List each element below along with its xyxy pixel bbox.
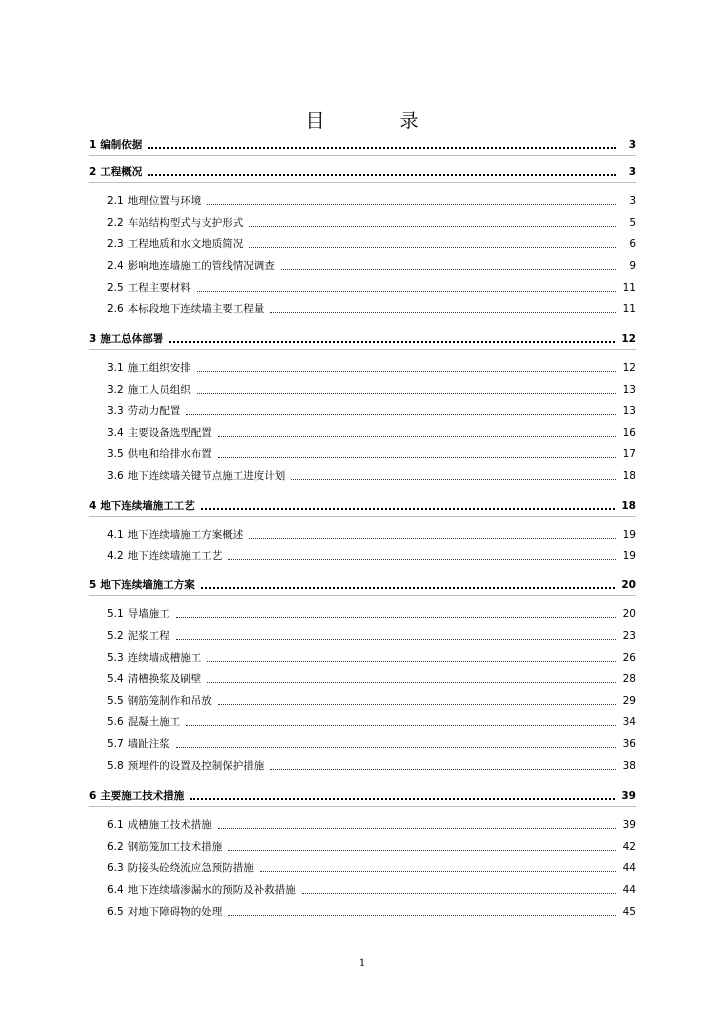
toc-entry-2-4[interactable] xyxy=(107,258,636,274)
dot-leader xyxy=(207,660,616,662)
dot-leader xyxy=(260,870,616,872)
toc-entry-page: 39 xyxy=(622,819,636,831)
toc-entry-title: 地下连续墙关键节点施工进度计划 xyxy=(127,470,286,482)
toc-entry-page: 20 xyxy=(622,608,636,620)
section-divider xyxy=(89,155,636,156)
dot-leader xyxy=(218,456,616,458)
dot-leader xyxy=(207,203,616,205)
toc-entry-title: 混凝土施工 xyxy=(127,716,181,728)
dot-leader xyxy=(207,681,616,683)
dot-leader xyxy=(201,586,616,589)
toc-entry-number: 3.5 xyxy=(107,448,124,460)
toc-entry-page: 17 xyxy=(622,448,636,460)
toc-entry-4-1[interactable] xyxy=(107,527,636,543)
toc-entry-title: 施工人员组织 xyxy=(127,384,191,396)
toc-entry-title: 清槽换浆及刷壁 xyxy=(127,673,202,685)
toc-entry-page: 26 xyxy=(622,652,636,664)
section-divider xyxy=(89,806,636,807)
toc-entry-number: 5.3 xyxy=(107,652,124,664)
section-divider xyxy=(89,182,636,183)
toc-entry-title: 成槽施工技术措施 xyxy=(127,819,212,831)
toc-entry-page: 44 xyxy=(622,862,636,874)
toc-entry-page: 23 xyxy=(622,630,636,642)
toc-entry-page: 19 xyxy=(622,550,636,562)
toc-entry-page: 34 xyxy=(622,716,636,728)
toc-entry-title: 钢筋笼制作和吊放 xyxy=(127,695,212,707)
toc-entry-title: 墙趾注浆 xyxy=(127,738,170,750)
dot-leader xyxy=(148,173,616,176)
toc-entry-3-2[interactable] xyxy=(107,382,636,398)
toc-entry-number: 3.2 xyxy=(107,384,124,396)
toc-entry-number: 5.6 xyxy=(107,716,124,728)
toc-entry-page: 11 xyxy=(622,303,636,315)
toc-entry-title: 导墙施工 xyxy=(127,608,170,620)
toc-entry-page: 18 xyxy=(622,470,636,482)
toc-entry-5-6[interactable] xyxy=(107,714,636,730)
toc-entry-1[interactable] xyxy=(89,137,636,153)
toc-entry-page: 19 xyxy=(622,529,636,541)
dot-leader xyxy=(218,827,616,829)
toc-entry-page: 13 xyxy=(622,405,636,417)
toc-entry-title: 工程地质和水文地质简况 xyxy=(127,238,244,250)
toc-entry-title: 地下连续墙施工方案 xyxy=(100,579,195,591)
toc-entry-page: 9 xyxy=(629,260,636,272)
toc-entry-5-4[interactable] xyxy=(107,671,636,687)
toc-entry-page: 20 xyxy=(621,579,636,591)
dot-leader xyxy=(249,537,616,539)
toc-entry-page: 6 xyxy=(629,238,636,250)
dot-leader xyxy=(218,435,616,437)
toc-entry-number: 1 xyxy=(89,139,97,151)
toc-entry-3-3[interactable] xyxy=(107,403,636,419)
toc-entry-6-2[interactable] xyxy=(107,839,636,855)
toc-entry-page: 5 xyxy=(629,217,636,229)
toc-entry-page: 42 xyxy=(622,841,636,853)
toc-entry-number: 3.6 xyxy=(107,470,124,482)
toc-entry-title: 影响地连墙施工的管线情况调查 xyxy=(127,260,275,272)
toc-entry-5[interactable] xyxy=(89,577,636,593)
toc-entry-title: 工程概况 xyxy=(100,166,143,178)
toc-entry-number: 6.1 xyxy=(107,819,124,831)
toc-entry-number: 5.2 xyxy=(107,630,124,642)
toc-entry-page: 11 xyxy=(622,282,636,294)
toc-entry-6-5[interactable] xyxy=(107,904,636,920)
toc-entry-5-8[interactable] xyxy=(107,758,636,774)
toc-entry-page: 3 xyxy=(628,139,636,151)
toc-entry-title: 连续墙成槽施工 xyxy=(127,652,202,664)
toc-entry-page: 16 xyxy=(622,427,636,439)
dot-leader xyxy=(176,616,616,618)
toc-entry-page: 12 xyxy=(622,362,636,374)
dot-leader xyxy=(201,507,616,510)
dot-leader xyxy=(281,268,616,270)
toc-entry-title: 车站结构型式与支护形式 xyxy=(127,217,244,229)
toc-entry-5-3[interactable] xyxy=(107,650,636,666)
toc-entry-title: 地下连续墙渗漏水的预防及补救措施 xyxy=(127,884,296,896)
toc-entry-title: 施工组织安排 xyxy=(127,362,191,374)
toc-entry-page: 29 xyxy=(622,695,636,707)
toc-entry-title: 本标段地下连续墙主要工程量 xyxy=(127,303,265,315)
section-divider xyxy=(89,349,636,350)
toc-entry-4-2[interactable] xyxy=(107,548,636,564)
toc-entry-number: 5 xyxy=(89,579,97,591)
toc-entry-6[interactable] xyxy=(89,788,636,804)
dot-leader xyxy=(176,638,616,640)
toc-entry-title: 施工总体部署 xyxy=(100,333,164,345)
dot-leader xyxy=(228,849,616,851)
toc-entry-6-1[interactable] xyxy=(107,817,636,833)
toc-entry-page: 28 xyxy=(622,673,636,685)
toc-entry-page: 36 xyxy=(622,738,636,750)
toc-entry-6-3[interactable] xyxy=(107,860,636,876)
dot-leader xyxy=(169,340,615,343)
toc-entry-4[interactable] xyxy=(89,498,636,514)
toc-entry-page: 38 xyxy=(622,760,636,772)
toc-entry-title: 供电和给排水布置 xyxy=(127,448,212,460)
dot-leader xyxy=(176,746,616,748)
toc-entry-title: 工程主要材料 xyxy=(127,282,191,294)
toc-entry-page: 39 xyxy=(621,790,636,802)
dot-leader xyxy=(302,892,616,894)
dot-leader xyxy=(249,225,616,227)
toc-entry-2-2[interactable] xyxy=(107,215,636,231)
toc-entry-number: 5.7 xyxy=(107,738,124,750)
toc-entry-title: 劳动力配置 xyxy=(127,405,181,417)
toc-entry-page: 18 xyxy=(621,500,636,512)
toc-entry-3-4[interactable] xyxy=(107,425,636,441)
toc-entry-number: 6.5 xyxy=(107,906,124,918)
toc-entry-3-6[interactable] xyxy=(107,468,636,484)
toc-entry-3-5[interactable] xyxy=(107,446,636,462)
page-title: 目 录 xyxy=(305,110,447,132)
toc-entry-2-1[interactable] xyxy=(107,193,636,209)
toc-entry-page: 45 xyxy=(622,906,636,918)
toc-entry-title: 防接头砼绕流应急预防措施 xyxy=(127,862,254,874)
toc-entry-title: 地理位置与环境 xyxy=(127,195,202,207)
dot-leader xyxy=(186,413,616,415)
toc-entry-title: 编制依据 xyxy=(100,139,143,151)
dot-leader xyxy=(148,146,616,149)
dot-leader xyxy=(186,724,616,726)
dot-leader xyxy=(270,311,616,313)
dot-leader xyxy=(197,392,616,394)
dot-leader xyxy=(190,797,615,800)
toc-entry-number: 2.6 xyxy=(107,303,124,315)
toc-entry-number: 3.1 xyxy=(107,362,124,374)
toc-entry-number: 6.3 xyxy=(107,862,124,874)
toc-entry-number: 2.2 xyxy=(107,217,124,229)
toc-entry-page: 13 xyxy=(622,384,636,396)
toc-entry-number: 6.2 xyxy=(107,841,124,853)
toc-entry-number: 6.4 xyxy=(107,884,124,896)
toc-entry-number: 5.4 xyxy=(107,673,124,685)
toc-entry-number: 3.4 xyxy=(107,427,124,439)
toc-entry-number: 6 xyxy=(89,790,97,802)
toc-entry-number: 3.3 xyxy=(107,405,124,417)
toc-entry-title: 地下连续墙施工工艺 xyxy=(100,500,195,512)
toc-entry-number: 4.1 xyxy=(107,529,124,541)
toc-entry-title: 预埋件的设置及控制保护措施 xyxy=(127,760,265,772)
page-number: 1 xyxy=(358,958,366,969)
toc-entry-number: 5.1 xyxy=(107,608,124,620)
toc-entry-title: 钢筋笼加工技术措施 xyxy=(127,841,223,853)
toc-entry-number: 2.3 xyxy=(107,238,124,250)
toc-entry-number: 5.8 xyxy=(107,760,124,772)
toc-entry-2[interactable] xyxy=(89,164,636,180)
dot-leader xyxy=(197,370,616,372)
toc-entry-page: 3 xyxy=(629,195,636,207)
toc-entry-2-5[interactable] xyxy=(107,280,636,296)
dot-leader xyxy=(291,478,616,480)
toc-entry-title: 地下连续墙施工工艺 xyxy=(127,550,223,562)
toc-entry-title: 地下连续墙施工方案概述 xyxy=(127,529,244,541)
toc-entry-title: 主要施工技术措施 xyxy=(100,790,185,802)
section-divider xyxy=(89,516,636,517)
toc-entry-5-2[interactable] xyxy=(107,628,636,644)
toc-entry-number: 2.5 xyxy=(107,282,124,294)
section-divider xyxy=(89,595,636,596)
toc-entry-number: 2.4 xyxy=(107,260,124,272)
toc-entry-5-7[interactable] xyxy=(107,736,636,752)
dot-leader xyxy=(270,768,616,770)
toc-entry-number: 2.1 xyxy=(107,195,124,207)
toc-entry-2-6[interactable] xyxy=(107,301,636,317)
toc-entry-number: 4.2 xyxy=(107,550,124,562)
toc-entry-2-3[interactable] xyxy=(107,236,636,252)
toc-entry-5-5[interactable] xyxy=(107,693,636,709)
toc-entry-3[interactable] xyxy=(89,331,636,347)
toc-entry-number: 3 xyxy=(89,333,97,345)
toc-entry-page: 3 xyxy=(628,166,636,178)
toc-entry-title: 对地下障碍物的处理 xyxy=(127,906,223,918)
toc-entry-3-1[interactable] xyxy=(107,360,636,376)
toc-entry-page: 44 xyxy=(622,884,636,896)
toc-entry-page: 12 xyxy=(621,333,636,345)
toc-entry-5-1[interactable] xyxy=(107,606,636,622)
toc-entry-number: 2 xyxy=(89,166,97,178)
toc-entry-number: 4 xyxy=(89,500,97,512)
dot-leader xyxy=(218,703,616,705)
dot-leader xyxy=(197,290,616,292)
toc-entry-title: 主要设备选型配置 xyxy=(127,427,212,439)
dot-leader xyxy=(228,914,616,916)
dot-leader xyxy=(228,558,616,560)
dot-leader xyxy=(249,246,616,248)
toc-entry-number: 5.5 xyxy=(107,695,124,707)
toc-entry-6-4[interactable] xyxy=(107,882,636,898)
toc-entry-title: 泥浆工程 xyxy=(127,630,170,642)
